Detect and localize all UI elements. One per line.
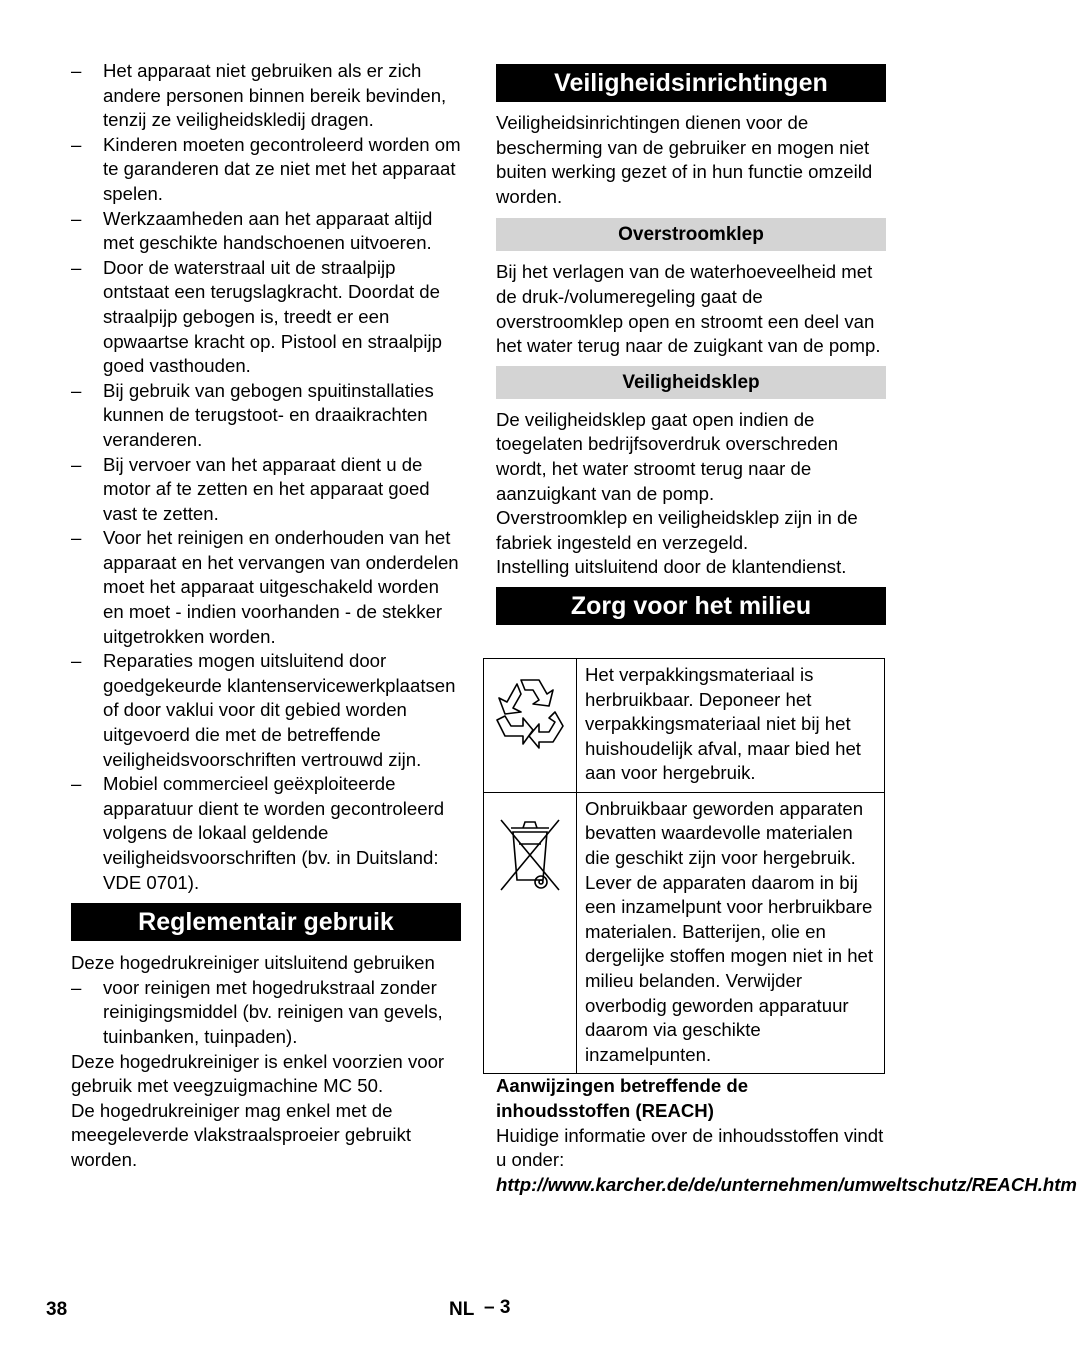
table-cell-icon: [484, 658, 577, 792]
table-cell-text: Onbruikbaar geworden apparaten bevatten waardevolle materialen die geschikt zijn voor hergebruik. Lever de apparaten daarom in bij een inzamelpunt voor herbruikbare materialen. Batterijen, olie en dergelijke stoffen mogen niet in het milieu belanden. Verwijder overbodig geworden apparatuur daarom via geschikte inzamelpunten.: [577, 792, 885, 1074]
intended-use-paragraph: Deze hogedrukreiniger is enkel voorzien voor gebruik met veegzuigmachine MC 50.: [71, 1050, 445, 1097]
list-item: – Bij gebruik van gebogen spuitinstallaties kunnen de terugstoot- en draaikrachten veranderen.: [71, 379, 434, 450]
table-cell-icon: [484, 792, 577, 1074]
intended-use-paragraph: De hogedrukreiniger mag enkel met de meegeleverde vlakstraalsproeier gebruikt worden.: [71, 1099, 412, 1170]
subsection-title-safety-valve: Veiligheidsklep: [496, 366, 886, 399]
list-item: – Door de waterstraal uit de straalpijp ontstaat een terugslagkracht. Doordat de straalpijp gebogen is, treedt er een opwaartse kracht op. Pistool en straalpijp goed vasthouden.: [71, 256, 442, 377]
list-item: – Voor het reinigen en onderhouden van het apparaat en het vervangen van onderdelen moet het apparaat uitgeschakeld worden en moet - indien voorhanden - de stekker uitgetrokken worden.: [71, 527, 459, 647]
table-row: [484, 792, 885, 1074]
reach-text: Huidige informatie over de inhoudsstoffen vindt u onder:: [496, 1124, 884, 1171]
intended-use-intro: Deze hogedrukreiniger uitsluitend gebruiken: [71, 952, 435, 974]
safety-bullet-list: [71, 59, 461, 895]
recycle-icon: [491, 672, 569, 762]
footer-section: – 3: [484, 1297, 511, 1318]
environment-table: [483, 658, 885, 1075]
safety-valve-text: Overstroomklep en veiligheidsklep zijn in de fabriek ingesteld en verzegeld.: [496, 507, 858, 553]
list-item: – voor reinigen met hogedrukstraal zonder reinigingsmiddel (bv. reinigen van gevels, tuinbanken, tuinpaden).: [71, 976, 443, 1047]
overflow-valve-text: Bij het verlagen van de waterhoeveelheid met de druk-/volumeregeling gaat de overstroomklep open en stroomt een deel van het water terug naar de zuigkant van de pomp.: [496, 261, 881, 357]
list-item: – Mobiel commercieel geëxploiteerde apparatuur dient te worden gecontroleerd volgens de lokaal geldende veiligheidsvoorschriften (bv. in Duitsland: VDE 0701).: [71, 773, 445, 893]
safety-devices-text: Veiligheidsinrichtingen dienen voor de bescherming van de gebruiker en mogen niet buiten werking gezet of in hun functie omzeild worden.: [496, 112, 873, 207]
list-item: – Reparaties mogen uitsluitend door goedgekeurde klantenservicewerkplaatsen of door vaklui voor dit gebied worden uitgevoerd die met de betreffende veiligheidsvoorschriften vertrouwd zijn.: [71, 650, 456, 770]
crossed-bin-icon: [495, 814, 565, 898]
list-item: – Het apparaat niet gebruiken als er zich andere personen binnen bereik bevinden, tenzij ze veiligheidskledij dragen.: [71, 60, 447, 131]
reach-title: Aanwijzingen betreffende de inhoudsstoffen (REACH): [496, 1075, 749, 1121]
section-title-safety-devices: Veiligheidsinrichtingen: [496, 64, 886, 102]
reach-link[interactable]: http://www.karcher.de/de/unternehmen/umweltschutz/REACH.htm: [496, 1173, 1077, 1195]
section-title-environment: Zorg voor het milieu: [496, 587, 886, 625]
list-item: – Kinderen moeten gecontroleerd worden om te garanderen dat ze niet met het apparaat spelen.: [71, 133, 461, 204]
safety-valve-text: De veiligheidsklep gaat open indien de toegelaten bedrijfsoverdruk overschreden wordt, het water stroomt terug naar de aanzuigkant van de pomp.: [496, 408, 839, 504]
right-column: [496, 64, 1077, 1197]
safety-valve-text: Instelling uitsluitend door de klantendienst.: [496, 556, 847, 578]
subsection-title-overflow-valve: Overstroomklep: [496, 218, 886, 251]
intended-use-list: [71, 976, 461, 1050]
table-row: [484, 658, 885, 792]
list-item: – Werkzaamheden aan het apparaat altijd met geschikte handschoenen uitvoeren.: [71, 207, 433, 254]
list-item: – Bij vervoer van het apparaat dient u de motor af te zetten en het apparaat goed vast te zetten.: [71, 453, 430, 524]
left-column: [71, 59, 461, 1173]
section-title-intended-use: Reglementair gebruik: [71, 903, 461, 941]
footer-language: NL: [449, 1299, 475, 1320]
page-number: 38: [46, 1299, 68, 1320]
table-cell-text: Het verpakkingsmateriaal is herbruikbaar. Deponeer het verpakkingsmateriaal niet bij het huishoudelijk afval, maar bied het aan voor hergebruik.: [577, 658, 885, 792]
